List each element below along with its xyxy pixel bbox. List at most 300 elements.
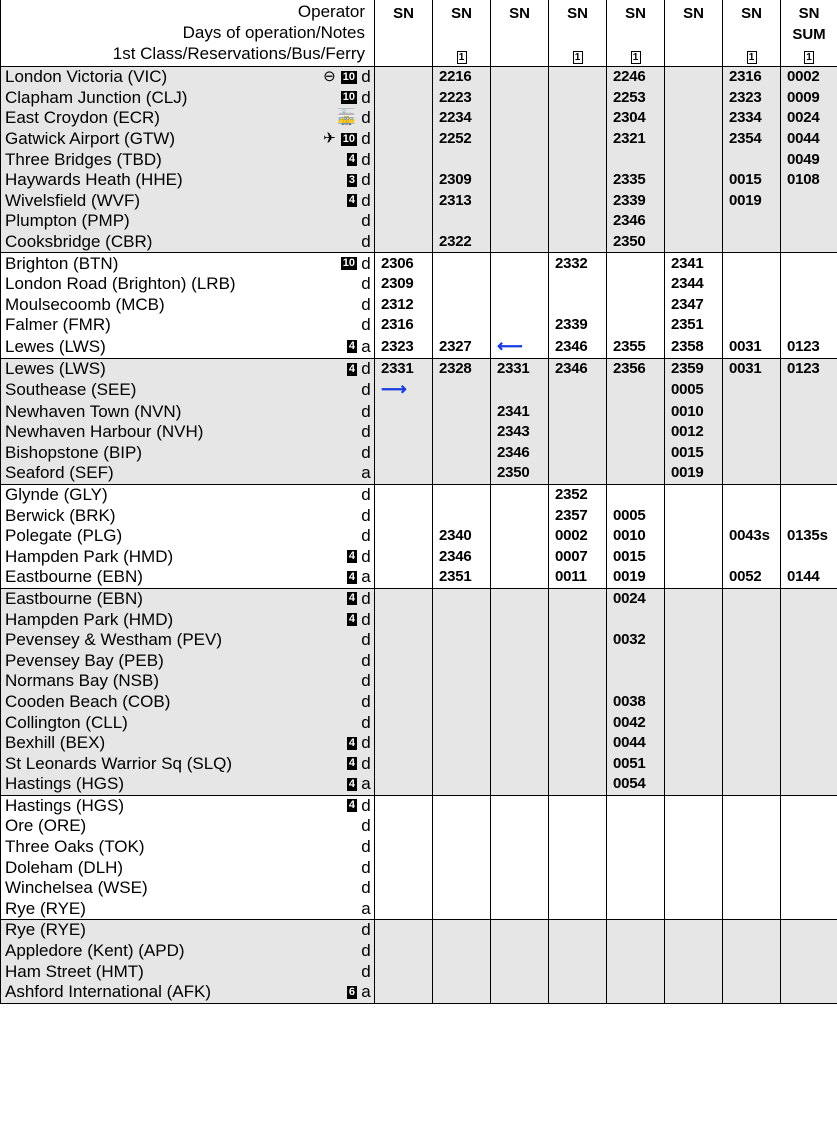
time-cell — [549, 753, 607, 774]
station-name: Rye (RYE) — [5, 920, 86, 940]
operator-label: Operator — [297, 2, 365, 21]
time-cell: 0051 — [607, 753, 665, 774]
time-cell — [723, 211, 781, 232]
time-cell — [491, 211, 549, 232]
time-cell — [607, 795, 665, 816]
station-cell — [1, 567, 375, 588]
time-cell: 2323 — [375, 336, 433, 359]
station-cell — [1, 650, 375, 671]
time-cell — [723, 857, 781, 878]
operator-code: SN — [625, 5, 646, 22]
time-cell: 2331 — [491, 358, 549, 379]
time-cell — [433, 253, 491, 274]
time-cell — [491, 630, 549, 651]
timetable-row — [1, 211, 837, 232]
time-cell — [607, 982, 665, 1003]
time-cell: 0015 — [665, 443, 723, 464]
arr-dep-marker: d — [361, 190, 371, 210]
days-note — [607, 24, 664, 45]
header-row — [1, 0, 837, 67]
time-cell — [723, 837, 781, 858]
time-cell — [607, 650, 665, 671]
time-cell — [375, 443, 433, 464]
time-cell: 0108 — [781, 170, 837, 191]
timetable-row — [1, 358, 837, 379]
time-cell — [375, 191, 433, 212]
time-cell: 0031 — [723, 336, 781, 359]
time-cell: 2309 — [375, 274, 433, 295]
time-cell: 0135s — [781, 526, 837, 547]
time-cell — [781, 712, 837, 733]
time-cell — [723, 315, 781, 336]
arr-dep-marker: d — [361, 505, 371, 525]
header-col-1 — [375, 0, 433, 67]
arr-dep-marker: d — [361, 294, 371, 314]
time-cell — [665, 795, 723, 816]
time-cell — [549, 588, 607, 609]
interchange-time-badge: 4 — [348, 757, 355, 770]
station-cell — [1, 899, 375, 920]
time-cell: 0032 — [607, 630, 665, 651]
time-cell — [781, 899, 837, 920]
time-cell: 2350 — [491, 463, 549, 484]
arr-dep-marker: d — [361, 650, 371, 670]
timetable-row — [1, 401, 837, 422]
timetable-row — [1, 878, 837, 899]
timetable-row — [1, 253, 837, 274]
connection-cell — [375, 379, 433, 401]
time-cell — [723, 692, 781, 713]
time-cell — [723, 753, 781, 774]
time-cell: 0052 — [723, 567, 781, 588]
station-cell — [1, 358, 375, 379]
arr-dep-marker: d — [361, 422, 371, 442]
time-cell: 2223 — [433, 88, 491, 109]
time-cell — [433, 315, 491, 336]
station-name: Rye (RYE) — [5, 898, 86, 918]
operator-code: SN — [741, 5, 762, 22]
timetable-row — [1, 463, 837, 484]
station-cell — [1, 526, 375, 547]
time-cell: 2350 — [607, 232, 665, 253]
time-cell — [375, 484, 433, 505]
days-note: SUM — [792, 26, 826, 43]
time-cell — [433, 422, 491, 443]
timetable-row — [1, 753, 837, 774]
time-cell — [665, 733, 723, 754]
time-cell: 2351 — [433, 567, 491, 588]
time-cell: 2355 — [607, 336, 665, 359]
time-cell — [781, 837, 837, 858]
time-cell: 2359 — [665, 358, 723, 379]
time-cell — [433, 961, 491, 982]
time-cell — [375, 88, 433, 109]
time-cell — [491, 878, 549, 899]
time-cell — [375, 837, 433, 858]
time-cell: 0019 — [607, 567, 665, 588]
arr-dep-marker: a — [361, 774, 371, 794]
time-cell — [665, 149, 723, 170]
time-cell — [781, 733, 837, 754]
first-class-icon: 1 — [631, 51, 641, 64]
time-cell — [781, 857, 837, 878]
time-cell — [375, 526, 433, 547]
time-cell: 2344 — [665, 274, 723, 295]
station-cell — [1, 315, 375, 336]
time-cell — [433, 774, 491, 795]
timetable-row — [1, 546, 837, 567]
time-cell — [665, 232, 723, 253]
arr-dep-marker: d — [361, 712, 371, 732]
time-cell — [549, 671, 607, 692]
time-cell — [433, 379, 491, 401]
time-cell — [491, 712, 549, 733]
time-cell — [491, 526, 549, 547]
time-cell — [723, 982, 781, 1003]
timetable-row — [1, 630, 837, 651]
time-cell — [723, 401, 781, 422]
interchange-time-badge: 4 — [348, 362, 355, 375]
first-class-icon: 1 — [457, 51, 467, 64]
station-name: Normans Bay (NSB) — [5, 671, 159, 691]
time-cell — [549, 191, 607, 212]
station-cell — [1, 753, 375, 774]
interchange-time-badge: 4 — [348, 153, 355, 166]
interchange-time-badge: 4 — [348, 194, 355, 207]
time-cell — [549, 650, 607, 671]
time-cell — [491, 961, 549, 982]
time-cell: 0007 — [549, 546, 607, 567]
time-cell: 0049 — [781, 149, 837, 170]
time-cell: 2346 — [549, 358, 607, 379]
interchange-time-badge: 4 — [348, 613, 355, 626]
time-cell: 2306 — [375, 253, 433, 274]
time-cell — [607, 609, 665, 630]
timetable-row — [1, 609, 837, 630]
time-cell: 2346 — [549, 336, 607, 359]
time-cell — [491, 295, 549, 316]
time-cell — [665, 837, 723, 858]
interchange-time-badge: 10 — [342, 70, 355, 83]
time-cell — [433, 463, 491, 484]
time-cell — [549, 857, 607, 878]
time-cell — [607, 961, 665, 982]
time-cell: 2328 — [433, 358, 491, 379]
time-cell — [781, 505, 837, 526]
time-cell — [375, 108, 433, 129]
connection-cell — [491, 336, 549, 359]
time-cell — [665, 609, 723, 630]
timetable-row — [1, 795, 837, 816]
time-cell — [491, 274, 549, 295]
time-cell: 2312 — [375, 295, 433, 316]
time-cell: 2352 — [549, 484, 607, 505]
time-cell — [781, 671, 837, 692]
time-cell: 0011 — [549, 567, 607, 588]
arrow-right-icon: ⟶ — [381, 379, 407, 400]
timetable-row — [1, 588, 837, 609]
first-class-marker — [375, 45, 432, 66]
arr-dep-marker: d — [361, 857, 371, 877]
time-cell — [375, 422, 433, 443]
station-name: Eastbourne (EBN) — [5, 588, 143, 608]
timetable-row — [1, 899, 837, 920]
time-cell — [549, 149, 607, 170]
time-cell — [549, 88, 607, 109]
time-cell — [433, 630, 491, 651]
station-name: Cooden Beach (COB) — [5, 691, 171, 711]
time-cell — [665, 88, 723, 109]
interchange-time-badge: 4 — [348, 799, 355, 812]
time-cell — [375, 149, 433, 170]
time-cell — [491, 170, 549, 191]
time-cell — [375, 609, 433, 630]
time-cell — [375, 505, 433, 526]
time-cell — [723, 588, 781, 609]
time-cell — [491, 67, 549, 88]
station-name: Newhaven Harbour (NVH) — [5, 422, 204, 442]
time-cell — [665, 941, 723, 962]
time-cell — [549, 422, 607, 443]
time-cell — [491, 774, 549, 795]
time-cell — [433, 982, 491, 1003]
time-cell: 2347 — [665, 295, 723, 316]
timetable-row — [1, 129, 837, 150]
timetable-row — [1, 191, 837, 212]
arr-dep-marker: a — [361, 336, 371, 356]
time-cell — [433, 816, 491, 837]
station-name: Glynde (GLY) — [5, 484, 108, 504]
operator-code: SN — [567, 5, 588, 22]
time-cell — [665, 920, 723, 941]
interchange-time-badge: 4 — [348, 592, 355, 605]
time-cell — [723, 795, 781, 816]
time-cell — [491, 899, 549, 920]
station-name: St Leonards Warrior Sq (SLQ) — [5, 753, 233, 773]
interchange-time-badge: 10 — [342, 257, 355, 270]
time-cell — [375, 982, 433, 1003]
interchange-time-badge: 10 — [342, 132, 355, 145]
station-cell — [1, 982, 375, 1003]
time-cell — [781, 379, 837, 401]
arr-dep-marker: d — [361, 380, 371, 400]
time-cell — [433, 671, 491, 692]
station-cell — [1, 857, 375, 878]
time-cell — [781, 941, 837, 962]
time-cell: 2354 — [723, 129, 781, 150]
time-cell: 0012 — [665, 422, 723, 443]
time-cell — [607, 941, 665, 962]
time-cell: 0019 — [723, 191, 781, 212]
time-cell: 2327 — [433, 336, 491, 359]
time-cell — [549, 401, 607, 422]
time-cell: 2346 — [491, 443, 549, 464]
time-cell: 2332 — [549, 253, 607, 274]
time-cell — [375, 941, 433, 962]
time-cell — [433, 837, 491, 858]
operator-code: SN — [451, 5, 472, 22]
time-cell — [781, 692, 837, 713]
time-cell — [781, 253, 837, 274]
station-cell — [1, 609, 375, 630]
time-cell — [665, 857, 723, 878]
time-cell — [375, 401, 433, 422]
time-cell — [781, 484, 837, 505]
operator-code: SN — [683, 5, 704, 22]
timetable-row — [1, 857, 837, 878]
time-cell — [375, 920, 433, 941]
time-cell — [607, 878, 665, 899]
time-cell — [781, 920, 837, 941]
station-cell — [1, 108, 375, 129]
time-cell — [375, 671, 433, 692]
interchange-time-badge: 4 — [348, 340, 355, 353]
station-cell — [1, 129, 375, 150]
station-cell — [1, 422, 375, 443]
time-cell — [607, 295, 665, 316]
timetable-row — [1, 816, 837, 837]
time-cell — [723, 379, 781, 401]
time-cell — [723, 253, 781, 274]
time-cell — [433, 899, 491, 920]
time-cell — [491, 753, 549, 774]
time-cell — [665, 546, 723, 567]
station-cell — [1, 630, 375, 651]
time-cell — [665, 650, 723, 671]
station-cell — [1, 463, 375, 484]
time-cell: 0024 — [607, 588, 665, 609]
time-cell — [491, 588, 549, 609]
time-cell — [723, 816, 781, 837]
timetable-row — [1, 484, 837, 505]
time-cell — [723, 630, 781, 651]
arr-dep-marker: d — [361, 170, 371, 190]
time-cell — [491, 191, 549, 212]
arr-dep-marker: d — [361, 920, 371, 940]
time-cell — [781, 982, 837, 1003]
first-class-marker — [665, 45, 722, 66]
time-cell — [433, 650, 491, 671]
operator-code: SN — [509, 5, 530, 22]
arr-dep-marker: d — [361, 526, 371, 546]
time-cell — [607, 315, 665, 336]
station-name: Ore (ORE) — [5, 816, 87, 836]
time-cell: 0038 — [607, 692, 665, 713]
time-cell — [375, 899, 433, 920]
days-label: Days of operation/Notes — [182, 23, 365, 42]
time-cell — [723, 899, 781, 920]
time-cell — [607, 379, 665, 401]
timetable-row — [1, 650, 837, 671]
arr-dep-marker: d — [361, 442, 371, 462]
time-cell — [549, 379, 607, 401]
time-cell — [723, 712, 781, 733]
arr-dep-marker: d — [361, 753, 371, 773]
time-cell: 2346 — [433, 546, 491, 567]
time-cell — [781, 961, 837, 982]
time-cell — [433, 609, 491, 630]
days-note — [491, 24, 548, 45]
station-cell — [1, 274, 375, 295]
operator-code: SN — [393, 5, 414, 22]
days-note — [665, 24, 722, 45]
timetable-row — [1, 295, 837, 316]
time-cell — [607, 671, 665, 692]
time-cell: 2343 — [491, 422, 549, 443]
arr-dep-marker: d — [361, 816, 371, 836]
time-cell — [665, 774, 723, 795]
timetable-row — [1, 692, 837, 713]
header-col-2 — [433, 0, 491, 67]
time-cell: 2216 — [433, 67, 491, 88]
timetable-row — [1, 170, 837, 191]
time-cell — [723, 443, 781, 464]
time-cell — [781, 588, 837, 609]
station-name: Three Oaks (TOK) — [5, 837, 145, 857]
station-name: Hastings (HGS) — [5, 795, 125, 815]
time-cell — [549, 712, 607, 733]
station-cell — [1, 149, 375, 170]
time-cell — [375, 878, 433, 899]
timetable-row — [1, 315, 837, 336]
station-name: Pevensey Bay (PEB) — [5, 650, 164, 670]
time-cell — [491, 379, 549, 401]
arr-dep-marker: d — [361, 795, 371, 815]
time-cell: 2334 — [723, 108, 781, 129]
arr-dep-marker: d — [361, 253, 371, 273]
station-name: Lewes (LWS) — [5, 336, 106, 356]
arr-dep-marker: d — [361, 941, 371, 961]
station-cell — [1, 837, 375, 858]
time-cell: 2351 — [665, 315, 723, 336]
timetable-row — [1, 336, 837, 359]
station-cell — [1, 443, 375, 464]
station-name: Wivelsfield (WVF) — [5, 190, 141, 210]
station-cell — [1, 88, 375, 109]
time-cell — [607, 274, 665, 295]
time-cell — [549, 170, 607, 191]
station-name: Gatwick Airport (GTW) — [5, 129, 176, 149]
time-cell — [665, 588, 723, 609]
time-cell: 2340 — [433, 526, 491, 547]
time-cell — [607, 920, 665, 941]
time-cell — [549, 274, 607, 295]
station-cell — [1, 878, 375, 899]
time-cell — [375, 546, 433, 567]
time-cell: 2253 — [607, 88, 665, 109]
header-col-5 — [607, 0, 665, 67]
time-cell: 0044 — [781, 129, 837, 150]
time-cell: 0144 — [781, 567, 837, 588]
time-cell — [665, 899, 723, 920]
timetable-row — [1, 505, 837, 526]
time-cell — [781, 401, 837, 422]
time-cell — [375, 692, 433, 713]
time-cell — [781, 650, 837, 671]
time-cell — [781, 816, 837, 837]
timetable-row — [1, 774, 837, 795]
station-name: Three Bridges (TBD) — [5, 149, 162, 169]
arr-dep-marker: d — [361, 232, 371, 252]
arrow-left-icon: ⟵ — [497, 335, 523, 356]
time-cell: 0002 — [549, 526, 607, 547]
tram-icon: 🚋 — [337, 109, 356, 127]
time-cell: 0043s — [723, 526, 781, 547]
timetable-row — [1, 149, 837, 170]
station-cell — [1, 546, 375, 567]
arr-dep-marker: d — [361, 733, 371, 753]
time-cell — [375, 567, 433, 588]
